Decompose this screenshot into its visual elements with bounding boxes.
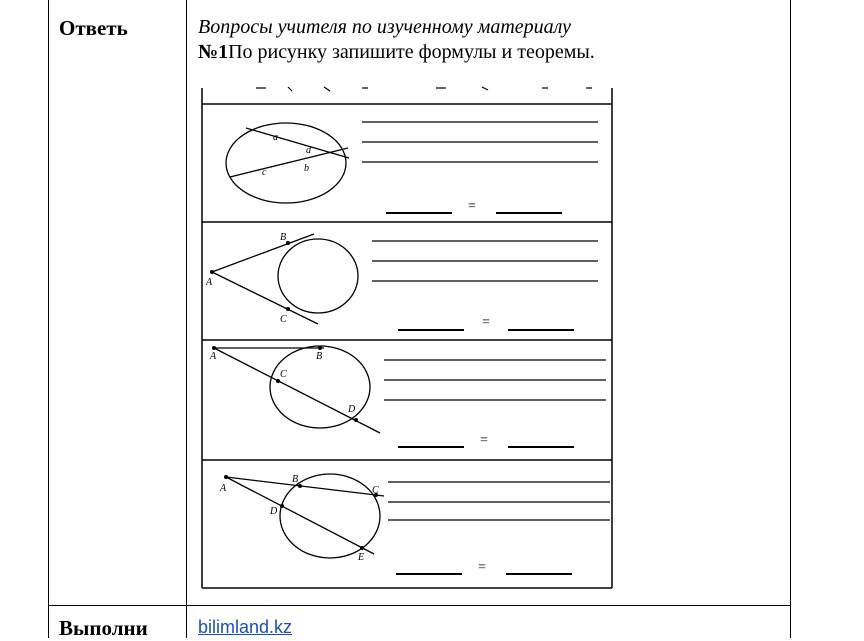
row-divider <box>48 605 791 606</box>
panel1-label-b: b <box>304 163 309 174</box>
question-text <box>198 41 595 64</box>
panel-tangent-secant <box>214 346 606 447</box>
panel-intersecting-chords <box>226 122 598 213</box>
question-title: Вопросы учителя по изученному материалу <box>198 16 571 38</box>
question-number: №1 <box>198 41 229 63</box>
panel1-label-a: a <box>273 132 278 143</box>
panel4-label-B: B <box>292 474 299 485</box>
panel1-label-c: c <box>262 167 267 178</box>
panel3-label-B: B <box>316 351 323 362</box>
panel1-equals: = <box>468 199 476 214</box>
panel-tangents <box>212 234 598 330</box>
geometry-worksheet-figure <box>196 84 616 592</box>
panel4-label-D: D <box>270 506 278 517</box>
row-label-do: Выполни <box>59 616 148 640</box>
panel2-equals: = <box>482 315 490 330</box>
question-body: По рисунку запишите формулы и теоремы. <box>228 41 595 63</box>
table-border-right <box>790 0 791 638</box>
panel2-label-A: A <box>206 277 213 288</box>
panel4-equals: = <box>478 560 486 575</box>
panel2-label-B: B <box>280 232 287 243</box>
bilimland-link[interactable]: bilimland.kz <box>198 617 293 637</box>
panel3-label-A: A <box>210 351 217 362</box>
panel4-label-A: A <box>220 483 227 494</box>
panel-two-secants <box>226 474 610 574</box>
table-border-middle <box>186 0 187 638</box>
panel4-label-E: E <box>358 552 365 563</box>
panel3-equals: = <box>480 433 488 448</box>
row-label-answer: Ответь <box>59 16 128 40</box>
panel1-label-d: d <box>306 145 311 156</box>
panel3-label-D: D <box>348 404 356 415</box>
panel2-label-C: C <box>280 314 287 325</box>
table-border-left <box>48 0 49 638</box>
panel3-label-C: C <box>280 369 287 380</box>
panel4-label-C: C <box>372 485 379 496</box>
